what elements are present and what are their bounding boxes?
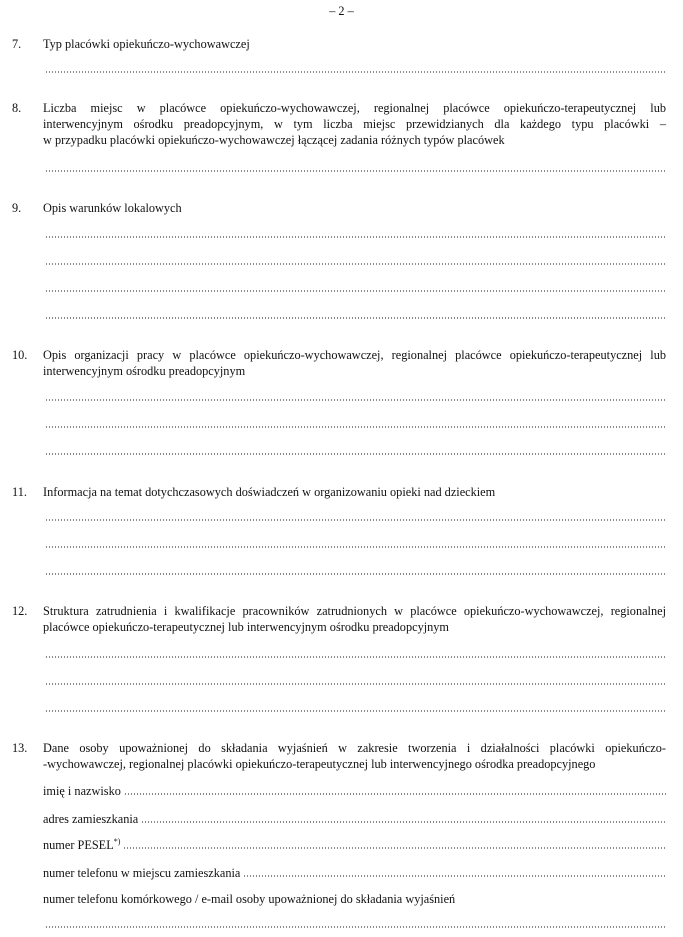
section-number: 9. [12,201,22,215]
answer-line-12c[interactable] [45,710,667,712]
section-number: 11. [12,485,27,499]
answer-line-10a[interactable] [45,399,667,401]
answer-line-12b[interactable] [45,683,667,685]
section-12-title: Struktura zatrudnienia i kwalifikacje pracowników zatrudnionych w placówce opiekuńczo-wychowawczej, regionalnej placówce opiekuńczo-terapeutycznej lub interwencyjnym ośrodku preadopcyjnym [43,604,666,634]
field-home-phone-input[interactable] [243,875,667,877]
field-home-phone [43,865,667,881]
section-10-title: Opis organizacji pracy w placówce opiekuńczo-wychowawczej, regionalnej placówce opiekuńczo-terapeutycznej lub interwencyjnym ośrodku preadopcyjnym [43,348,666,378]
field-address-input[interactable] [141,821,667,823]
answer-line-9d[interactable] [45,317,667,319]
answer-line-9a[interactable] [45,236,667,238]
field-name [43,783,667,799]
section-number: 7. [12,37,22,51]
answer-line-10b[interactable] [45,426,667,428]
field-name-label: imię i nazwisko [43,784,121,798]
page-number: – 2 – [329,4,354,18]
section-11-title: Informacja na temat dotychczasowych doświadczeń w organizowaniu opieki nad dzieckiem [43,485,496,499]
field-home-phone-label: numer telefonu w miejscu zamieszkania [43,866,241,880]
section-13-title: Dane osoby upoważnionej do składania wyjaśnień w zakresie tworzenia i działalności placówki opiekuńczo- -wychowawczej, regionalnej placówki opiekuńczo-terapeutycznej lub interwencyjnego ośrodka preadopcyjnego [43,741,666,771]
section-number: 10. [12,348,28,362]
answer-line-11a[interactable] [45,519,667,521]
field-pesel-label: numer PESEL*) [43,836,121,852]
field-address-label: adres zamieszkania [43,812,139,826]
footnote-mark: *) [113,836,121,846]
answer-line-11c[interactable] [45,573,667,575]
section-number: 12. [12,604,28,618]
section-9-title: Opis warunków lokalowych [43,201,182,215]
field-mobile-email [43,891,667,907]
field-mobile-email-label: numer telefonu komórkowego / e-mail osoby upoważnionej do składania wyjaśnień [43,892,456,906]
field-pesel-input[interactable] [123,847,667,849]
answer-line-12a[interactable] [45,656,667,658]
answer-line-10c[interactable] [45,453,667,455]
field-pesel [43,837,667,853]
section-7-title: Typ placówki opiekuńczo-wychowawczej [43,37,250,51]
field-mobile-email-input[interactable] [45,926,667,928]
field-address [43,811,667,827]
answer-line-7[interactable] [45,71,667,73]
answer-line-8[interactable] [45,170,667,172]
answer-line-9c[interactable] [45,290,667,292]
section-number: 8. [12,101,22,115]
field-name-input[interactable] [124,793,667,795]
section-number: 13. [12,741,28,755]
section-8-title: Liczba miejsc w placówce opiekuńczo-wychowawczej, regionalnej placówce opiekuńczo-terapeutycznej lub interwencyjnym ośrodku preadopcyjnym, w tym liczba miejsc przewidzianych dla każdego typu placówki – w przypadku placówki opiekuńczo-wychowawczej łączącej zadania różnych typów placówek [43,101,666,147]
answer-line-11b[interactable] [45,546,667,548]
answer-line-9b[interactable] [45,263,667,265]
